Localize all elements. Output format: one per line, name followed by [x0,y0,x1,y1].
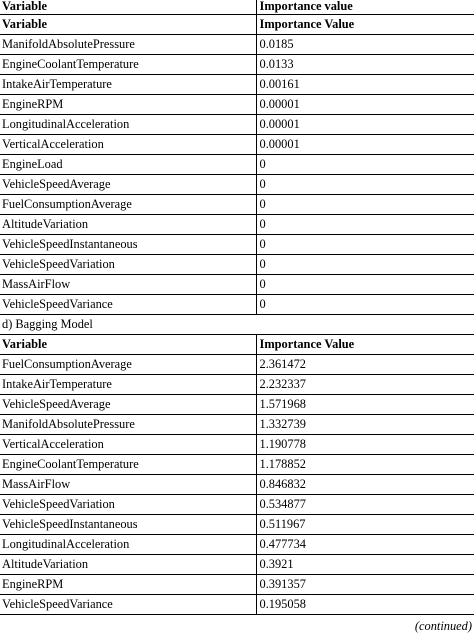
table-row [0,415,474,435]
table-row [0,395,474,415]
table-row [0,235,474,255]
importance-value-cell: 0.3921 [256,555,474,575]
table-b-header-row-importance: Importance Value [256,335,474,355]
variable-cell: EngineCoolantTemperature [0,55,256,75]
table-row [0,155,474,175]
variable-cell: AltitudeVariation [0,555,256,575]
variable-cell: FuelConsumptionAverage [0,195,256,215]
variable-cell: ManifoldAbsolutePressure [0,35,256,55]
importance-value-cell: 2.232337 [256,375,474,395]
table-row [0,295,474,315]
section-title-row [0,315,474,335]
variable-cell: FuelConsumptionAverage [0,355,256,375]
importance-value-cell: 0.534877 [256,495,474,515]
variable-cell: VehicleSpeedAverage [0,395,256,415]
variable-cell: VehicleSpeedVariation [0,495,256,515]
importance-value-cell: 1.571968 [256,395,474,415]
table-row [0,555,474,575]
importance-value-cell: 0 [256,295,474,315]
importance-value-cell: 0.511967 [256,515,474,535]
importance-value-cell: 1.190778 [256,435,474,455]
variable-cell: MassAirFlow [0,475,256,495]
importance-value-cell: 0.00001 [256,135,474,155]
importance-value-cell: 0.391357 [256,575,474,595]
table-row [0,575,474,595]
table-row [0,595,474,615]
table-row [0,355,474,375]
top-header-importance: Importance value [256,0,474,15]
importance-value-cell: 0 [256,215,474,235]
table-row [0,75,474,95]
table-row [0,35,474,55]
table-row [0,475,474,495]
importance-value-cell: 0.00001 [256,115,474,135]
table-row [0,55,474,75]
importance-value-cell: 0 [256,155,474,175]
variable-cell: AltitudeVariation [0,215,256,235]
table-b-header-row-variable: Variable [0,335,256,355]
variable-cell: LongitudinalAcceleration [0,115,256,135]
variable-cell: LongitudinalAcceleration [0,535,256,555]
table-row [0,535,474,555]
table-a-header-row-importance: Importance Value [256,15,474,35]
importance-value-cell: 1.332739 [256,415,474,435]
importance-value-cell: 2.361472 [256,355,474,375]
section-title: d) Bagging Model [0,315,474,335]
table-row [0,375,474,395]
variable-cell: EngineRPM [0,95,256,115]
variable-cell: ManifoldAbsolutePressure [0,415,256,435]
importance-value-cell: 0 [256,255,474,275]
table-row [0,175,474,195]
table-row [0,95,474,115]
importance-value-cell: 0 [256,235,474,255]
table-row [0,515,474,535]
importance-value-cell: 0.846832 [256,475,474,495]
table-row [0,435,474,455]
table-row [0,455,474,475]
importance-value-cell: 0.0133 [256,55,474,75]
variable-cell: VerticalAcceleration [0,135,256,155]
table-row [0,135,474,155]
importance-value-cell: 0.0185 [256,35,474,55]
variable-cell: VehicleSpeedInstantaneous [0,515,256,535]
variable-cell: VerticalAcceleration [0,435,256,455]
table-row [0,215,474,235]
variable-cell: EngineLoad [0,155,256,175]
variable-cell: MassAirFlow [0,275,256,295]
table-row [0,255,474,275]
variable-cell: IntakeAirTemperature [0,375,256,395]
table-a-header-row-variable: Variable [0,15,256,35]
variable-cell: VehicleSpeedVariance [0,295,256,315]
importance-value-cell: 0.00001 [256,95,474,115]
table-row [0,275,474,295]
importance-value-cell: 0 [256,175,474,195]
importance-value-cell: 0.477734 [256,535,474,555]
importance-value-cell: 0 [256,275,474,295]
variable-cell: VehicleSpeedAverage [0,175,256,195]
variable-cell: EngineRPM [0,575,256,595]
importance-value-cell: 1.178852 [256,455,474,475]
table-row [0,115,474,135]
importance-value-cell: 0.195058 [256,595,474,615]
variable-cell: EngineCoolantTemperature [0,455,256,475]
top-header-row [0,0,474,15]
variable-cell: VehicleSpeedVariation [0,255,256,275]
variable-cell: VehicleSpeedInstantaneous [0,235,256,255]
variable-cell: IntakeAirTemperature [0,75,256,95]
top-header-variable: Variable [2,0,47,13]
continued-note: (continued) [414,619,472,633]
table-row [0,495,474,515]
table-b-header-row [0,335,474,355]
importance-value-cell: 0 [256,195,474,215]
variable-cell: VehicleSpeedVariance [0,595,256,615]
importance-value-cell: 0.00161 [256,75,474,95]
table-row [0,195,474,215]
table-a-header-row [0,15,474,35]
